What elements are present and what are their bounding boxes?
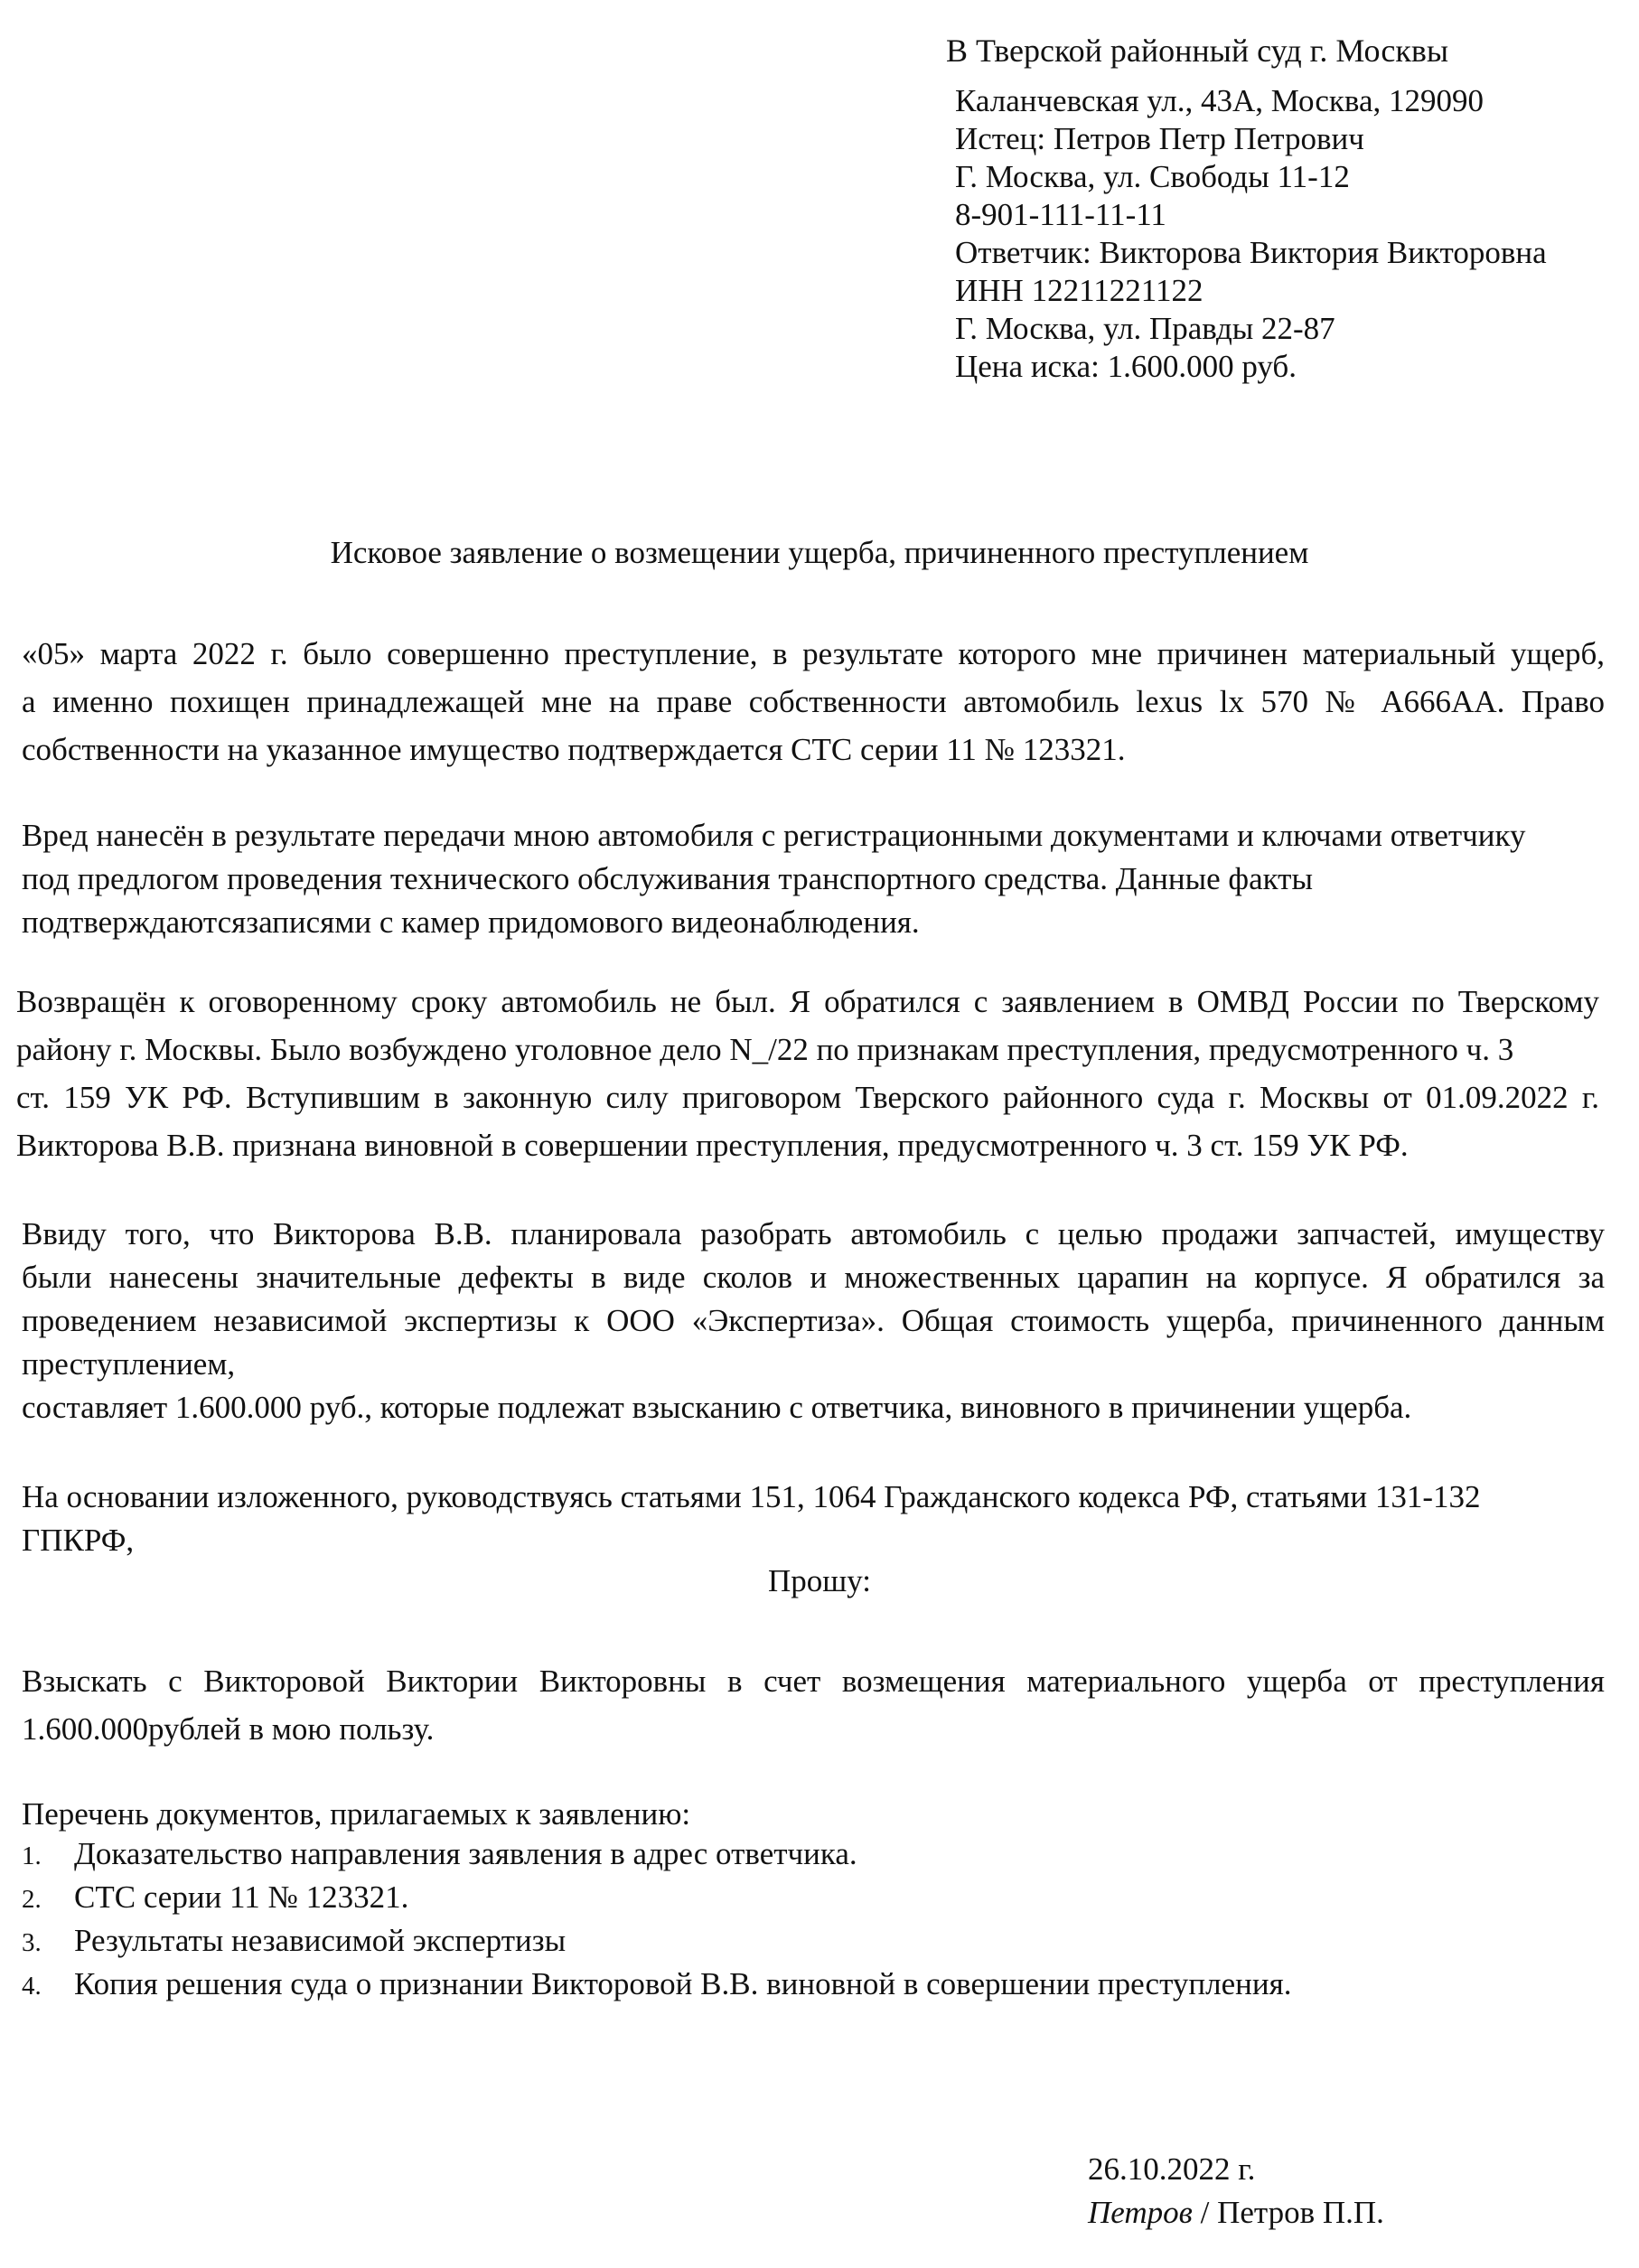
paragraph-line: составляет 1.600.000 руб., которые подлежат взысканию с ответчика, виновного в причинении ущерба. [22,1390,1412,1425]
list-item [22,1963,1291,2008]
plaintiff-phone: 8-901-111-11-11 [955,197,1166,232]
paragraph-line: были нанесены значительные дефекты в виде сколов и множественных царапин на корпусе. Я обратился за [22,1260,1605,1295]
attachments-heading: Перечень документов, прилагаемых к заявлению: [22,1796,691,1832]
list-item-number: 3. [22,1928,42,1957]
defendant-inn: ИНН 12211221122 [955,273,1203,308]
list-item-number: 4. [22,1972,42,2001]
plaintiff-address: Г. Москва, ул. Свободы 11-12 [955,159,1350,194]
court-name: В Тверской районный суд г. Москвы [946,33,1449,69]
list-item [22,1876,408,1921]
claim-price: Цена иска: 1.600.000 руб. [955,349,1297,384]
paragraph-line: Возвращён к оговоренному сроку автомобиль не был. Я обратился с заявлением в ОМВД России по Тверскому [16,984,1599,1019]
paragraph-line: проведением независимой экспертизы к ООО «Экспертиза». Общая стоимость ущерба, причиненного данным [22,1303,1605,1338]
list-item-text: Копия решения суда о признании Викторовой В.В. виновной в совершении преступления. [74,1966,1292,2001]
paragraph-incident [22,630,1605,773]
plaintiff-name: Истец: Петров Петр Петрович [955,121,1364,156]
paragraph-legal-basis [22,1476,1605,1562]
list-item-text: СТС серии 11 № 123321. [74,1879,409,1915]
paragraph-line: «05» марта 2022 г. было совершенно преступление, в результате которого мне причинен материальный ущерб, [22,636,1605,671]
paragraph-line: Взыскать с Викторовой Виктории Викторовны в счет возмещения материального ущерба от преступления [22,1664,1605,1699]
handwritten-signature: Петров [1088,2195,1193,2230]
document-title: Исковое заявление о возмещении ущерба, причиненного преступлением [330,535,1309,570]
list-item-text: Доказательство направления заявления в адрес ответчика. [74,1836,857,1871]
paragraph-line: собственности на указанное имущество подтверждается СТС серии 11 № 123321. [22,732,1126,767]
paragraph-line: ст. 159 УК РФ. Вступившим в законную силу приговором Тверского районного суда г. Москвы от 01.09.2022 г. [16,1080,1599,1115]
defendant-address: Г. Москва, ул. Правды 22-87 [955,311,1335,346]
paragraph-line: преступлением, [22,1346,236,1382]
list-item [22,1832,857,1878]
paragraph-line: а именно похищен принадлежащей мне на праве собственности автомобиль lexus lx 570 № А666АА. Право [22,684,1605,719]
court-address: Каланчевская ул., 43А, Москва, 129090 [955,83,1484,118]
list-item-text: Результаты независимой экспертизы [74,1923,567,1958]
paragraph-line: 1.600.000рублей в мою пользу. [22,1711,435,1747]
signature-line [1088,2194,1384,2232]
list-item-number: 1. [22,1842,42,1870]
paragraph-line: На основании изложенного, руководствуясь статьями 151, 1064 Гражданского кодекса РФ, статьями 131-132 [22,1479,1481,1514]
signer-name: Петров П.П. [1217,2195,1384,2230]
paragraph-line: под предлогом проведения технического обслуживания транспортного средства. Данные факты [22,861,1313,896]
paragraph-criminal-case [16,978,1599,1169]
request-heading: Прошу: [768,1563,871,1598]
paragraph-line: ГПКРФ, [22,1523,135,1558]
paragraph-line: Ввиду того, что Викторова В.В. планировала разобрать автомобиль с целью продажи запчастей, имуществу [22,1216,1605,1251]
signature-separator: / [1192,2195,1218,2230]
list-item [22,1919,566,1964]
paragraph-line: району г. Москвы. Было возбуждено уголовное дело N_/22 по признакам преступления, предусмотренного ч. 3 [16,1032,1514,1067]
document-date: 26.10.2022 г. [1088,2151,1256,2187]
paragraph-line: Вред нанесён в результате передачи мною автомобиля с регистрационными документами и ключами ответчику [22,818,1526,853]
defendant-name: Ответчик: Викторова Виктория Викторовна [955,235,1547,270]
paragraph-request [22,1657,1605,1753]
paragraph-expertise [22,1213,1605,1429]
paragraph-damage [22,814,1605,944]
list-item-number: 2. [22,1885,42,1914]
paragraph-line: подтверждаютсязаписями с камер придомового видеонаблюдения. [22,904,920,940]
paragraph-line: Викторова В.В. признана виновной в совершении преступления, предусмотренного ч. 3 ст. 159 УК РФ. [16,1128,1409,1163]
